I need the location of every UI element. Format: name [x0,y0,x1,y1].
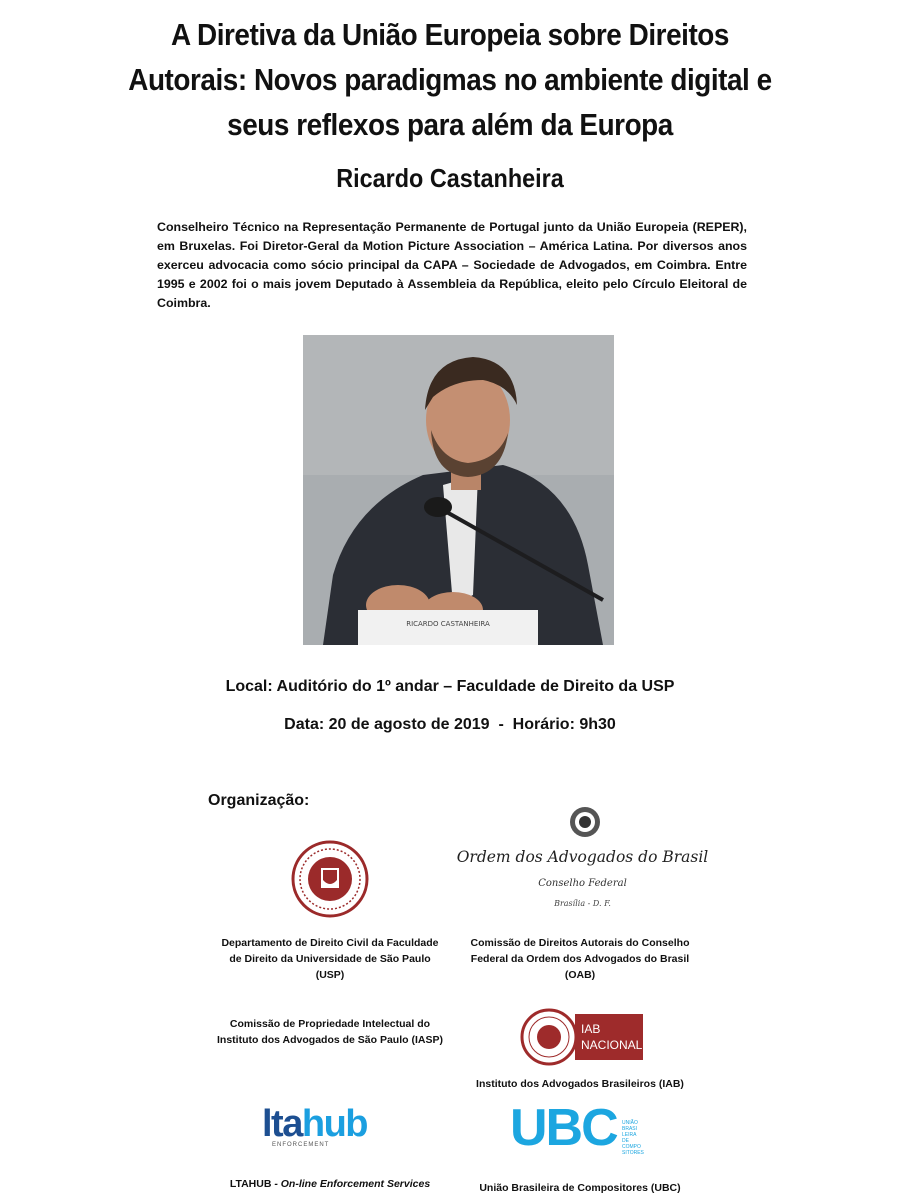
event-date-time: Data: 20 de agosto de 2019 - Horário: 9h30 [284,716,616,733]
ubc-logo-side [622,1120,644,1156]
ltahub-logo-lta: lta [262,1103,302,1145]
oab-logo-subtitle: Conselho Federal [538,878,627,889]
speaker-illustration [303,335,614,645]
ltahub-caption-rest: - On-line Enforcement Services [271,1178,431,1190]
organization-heading: Organização: [208,792,310,809]
usp-caption [205,935,455,983]
ubc-side-line: UNIÃO [622,1120,638,1126]
title-line-2: Autorais: Novos paradigmas no ambiente digital e [128,62,772,97]
nameplate-text: RICARDO CASTANHEIRA [406,620,490,628]
ubc-side-line: DE [622,1138,629,1144]
iasp-caption-line-2: Instituto dos Advogados de São Paulo (IASP) [217,1034,443,1046]
iab-logo [520,1008,645,1066]
title-line-3: seus reflexos para além da Europa [227,107,673,142]
ubc-side-line: BRASI [622,1126,638,1132]
usp-caption-line-2: de Direito da Universidade de São Paulo [229,953,431,965]
ubc-logo [510,1099,660,1172]
iab-caption: Instituto dos Advogados Brasileiros (IAB) [476,1078,684,1090]
oab-caption-line-2: Federal da Ordem dos Advogados do Brasil [470,953,690,965]
speaker-bio: Conselheiro Técnico na Representação Permanente de Portugal junto da União Europeia (REPER), em Bruxelas. Foi Diretor-Geral da Motion Picture Association – América Latina. Por diversos anos exerceu advocacia como sócio principal da CAPA – Sociedade de Advogados, em Coimbra. Entre 1995 e 2002 foi o mais jovem Deputado à Assembleia da República, eleito pelo Círculo Eleitoral de Coimbra. [157,220,747,310]
ubc-side-line: COMPO [622,1144,641,1150]
ubc-caption: União Brasileira de Compositores (UBC) [479,1182,681,1194]
iasp-caption [200,1016,460,1048]
iab-wordmark-line-2: NACIONAL [581,1038,643,1052]
usp-seal-logo [291,840,369,923]
oab-caption-line-3: (OAB) [564,969,596,981]
event-location: Local: Auditório do 1º andar – Faculdade de Direito da USP [225,678,675,695]
iab-wordmark [575,1014,643,1060]
ubc-side-line: SITORES [622,1150,644,1156]
ubc-logo-text: UBC [510,1099,617,1157]
usp-caption-line-1: Departamento de Direito Civil da Faculdade [221,937,439,949]
speaker-photo [303,335,614,645]
oab-logo-city: Brasília - D. F. [554,899,611,908]
oab-logo [455,800,710,920]
oab-logo-title: Ordem dos Advogados do Brasil [456,848,709,866]
oab-caption [455,935,705,983]
title-line-1: A Diretiva da União Europeia sobre Direitos [171,17,729,52]
ubc-side-line: LEIRA [622,1132,637,1138]
ltahub-logo [262,1104,402,1148]
ltahub-caption-name: LTAHUB [229,1178,272,1190]
speaker-name: Ricardo Castanheira [336,163,564,193]
event-title [99,12,801,147]
iab-seal-icon [520,1008,580,1066]
oab-caption-line-1: Comissão de Direitos Autorais do Conselho [470,937,690,949]
usp-caption-line-3: (USP) [315,969,345,981]
iab-wordmark-line-1: IAB [581,1022,601,1036]
iasp-caption-line-1: Comissão de Propriedade Intelectual do [229,1018,431,1030]
ltahub-logo-sub: ENFORCEMENT [272,1142,330,1148]
ltahub-logo-hub: hub [301,1103,367,1145]
ltahub-caption [205,1176,455,1192]
